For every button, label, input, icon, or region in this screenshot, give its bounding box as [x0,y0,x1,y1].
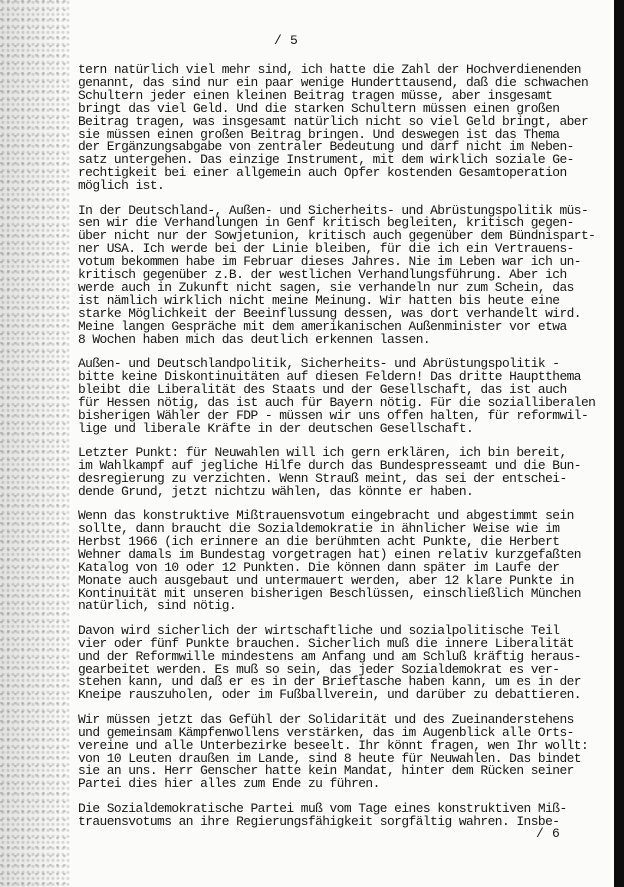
text-line: stehen kann, und daß er es in der Brieftasche haben kann, um es in der [78,674,581,690]
text-line: sen wir die Verhandlungen in Genf kritisch begleiten, kritisch gegen- [78,215,574,231]
text-line: bisherigen Wähler der FDP - müssen wir uns offen halten, für reformwil- [78,407,589,423]
text-line: vier oder fünf Punkte brauchen. Sicherlich muß die innere Liberalität [78,635,574,651]
text-line: sie müssen einen großen Beitrag bringen. Und deswegen ist das Thema [78,126,560,142]
scan-noise-edge [0,0,70,887]
text-line: rechtigkeit bei einer allgemein auch Opfer kostenden Gesamtoperation [78,165,567,181]
text-line: trauensvotums an ihre Regierungsfähigkeit sorgfältig wahren. Insbe- [78,813,560,829]
text-line: Außen- und Deutschlandpolitik, Sicherheits- und Abrüstungspolitik - [78,356,560,372]
text-line: desregierung zu verzichten. Wenn Strauß meint, das sei der entschei- [78,470,567,486]
text-line: Kontinuität mit unseren bisherigen Beschlüssen, einschließlich München [78,585,581,601]
text-line: im Wahlkampf auf jegliche Hilfe durch das Bundespresseamt und die Bun- [78,457,581,473]
text-line: 8 Wochen haben mich das deutlich erkennen lassen. [78,331,431,347]
text-line: satz untergehen. Das einzige Instrument, mit dem wirklich soziale Ge- [78,152,574,168]
text-line: Die Sozialdemokratische Partei muß vom Tage eines konstruktiven Miß- [78,800,567,816]
text-line: Wehner damals im Bundestag vorgetragen hat) einen relativ kurzgefaßten [78,546,581,562]
document-body [78,62,596,840]
text-line: lige und liberale Kräfte in der deutschen Gesellschaft. [78,420,474,436]
paragraph [78,64,588,193]
text-line: Herbst 1966 (ich erinnere an die berühmten acht Punkte, die Herbert [78,533,560,549]
text-line: Schultern jeder einen kleinen Beitrag tragen müsse, aber insgesamt [78,87,553,103]
text-line: Monate auch ausgebaut und untermauert werden, aber 12 klare Punkte in [78,572,574,588]
text-line: und gemeinsam Kämpfenwollens verstärken, das im Augenblick alle Orts- [78,724,574,740]
text-line: Meine langen Gespräche mit dem amerikanischen Außenminister vor etwa [78,318,567,334]
text-line: der Ergänzungsabgabe von zentraler Bedeutung und darf nicht im Neben- [78,139,574,155]
text-line: für Hessen nötig, das ist auch für Bayern nötig. Für die sozialliberalen [78,394,596,410]
text-line: vereine und alle Unterbezirke beseelt. Ihr könnt fragen, wen Ihr wollt: [78,737,589,753]
text-line: Katalog von 10 oder 12 Punkten. Die können dann später im Laufe der [78,559,560,575]
text-line: kritisch gegenüber z.B. der westlichen Verhandlungsführung. Aber ich [78,267,567,283]
paragraph [78,622,588,703]
text-line: Davon wird sicherlich der wirtschaftliche und sozialpolitische Teil [78,622,560,638]
scan-border [614,0,624,887]
paragraph [78,444,588,499]
paragraph [78,356,596,436]
text-line: Letzter Punkt: für Neuwahlen will ich gern erklären, ich bin bereit, [78,444,567,460]
text-line: ist nämlich wirklich nicht meine Meinung. Wir hatten bis heute eine [78,292,560,308]
text-line: sie an uns. Herr Genscher hatte kein Mandat, hinter dem Rücken seiner [78,763,574,779]
text-line: Kneipe rauszuholen, oder im Fußballverein, und darüber zu debattieren. [78,687,581,703]
text-line: gearbeitet werden. Es muß so sein, das jeder Sozialdemokrat es ver- [78,661,560,677]
text-line: Wenn das konstruktive Mißtrauensvotum eingebracht und abgestimmt sein [78,508,574,524]
text-line: genannt, das sind nur ein paar wenige Hunderttausend, daß die schwachen [78,74,589,90]
text-line: In der Deutschland-, Außen- und Sicherheits- und Abrüstungspolitik müs- [78,202,589,218]
text-line: tern natürlich viel mehr sind, ich hatte die Zahl der Hochverdienenden [78,62,581,77]
text-line: und der Reformwille mindestens am Anfang und am Schluß kräftig heraus- [78,648,581,664]
text-line: votum bekommen habe im Februar dieses Jahres. Nie im Leben war ich un- [78,254,581,270]
paragraph [78,711,589,792]
text-line: dende Grund, jetzt nichtzu wählen, das könnte er haben. [78,483,474,499]
text-line: starke Möglichkeit der Beeinflussung dessen, was dort verhandelt wird. [78,305,581,321]
text-line: werde auch in Zukunft nicht sagen, sie verhandeln nur zum Schein, das [78,280,574,295]
text-line: bleibt die Liberalität des Staats und der Gesellschaft, das ist auch [78,381,567,397]
text-line: von 10 Leuten draußen im Lande, sind 8 heute für Neuwahlen. Das bindet [78,750,581,766]
text-line: natürlich, sind nötig. [78,598,237,614]
text-line: Beitrag tragen, was insgesamt natürlich nicht so viel Geld bringt, aber [78,113,589,129]
text-line: möglich ist. [78,178,165,194]
text-line: bitte keine Diskontinuitäten auf diesen Feldern! Das dritte Hauptthema [78,368,581,384]
page-number-bottom: / 6 [536,826,561,841]
paragraph [78,202,596,347]
paragraph [78,800,588,829]
text-line: über nicht nur der Sowjetunion, kritisch auch gegenüber dem Bündnispart- [78,228,596,244]
text-line: sollte, dann braucht die Sozialdemokratie in ähnlicher Weise wie im [78,521,560,536]
page-number-top: / 5 [274,33,299,48]
text-line: Wir müssen jetzt das Gefühl der Solidarität und des Zueinanderstehens [78,711,574,727]
text-line: bringt das viel Geld. Und die starken Schultern müssen einen großen [78,100,560,116]
paragraph [78,510,588,613]
text-line: ner USA. Ich werde bei der Linie bleiben, für die ich ein Vertrauens- [78,241,574,257]
text-line: Partei dies hier alles zum Ende zu führen. [78,776,380,792]
